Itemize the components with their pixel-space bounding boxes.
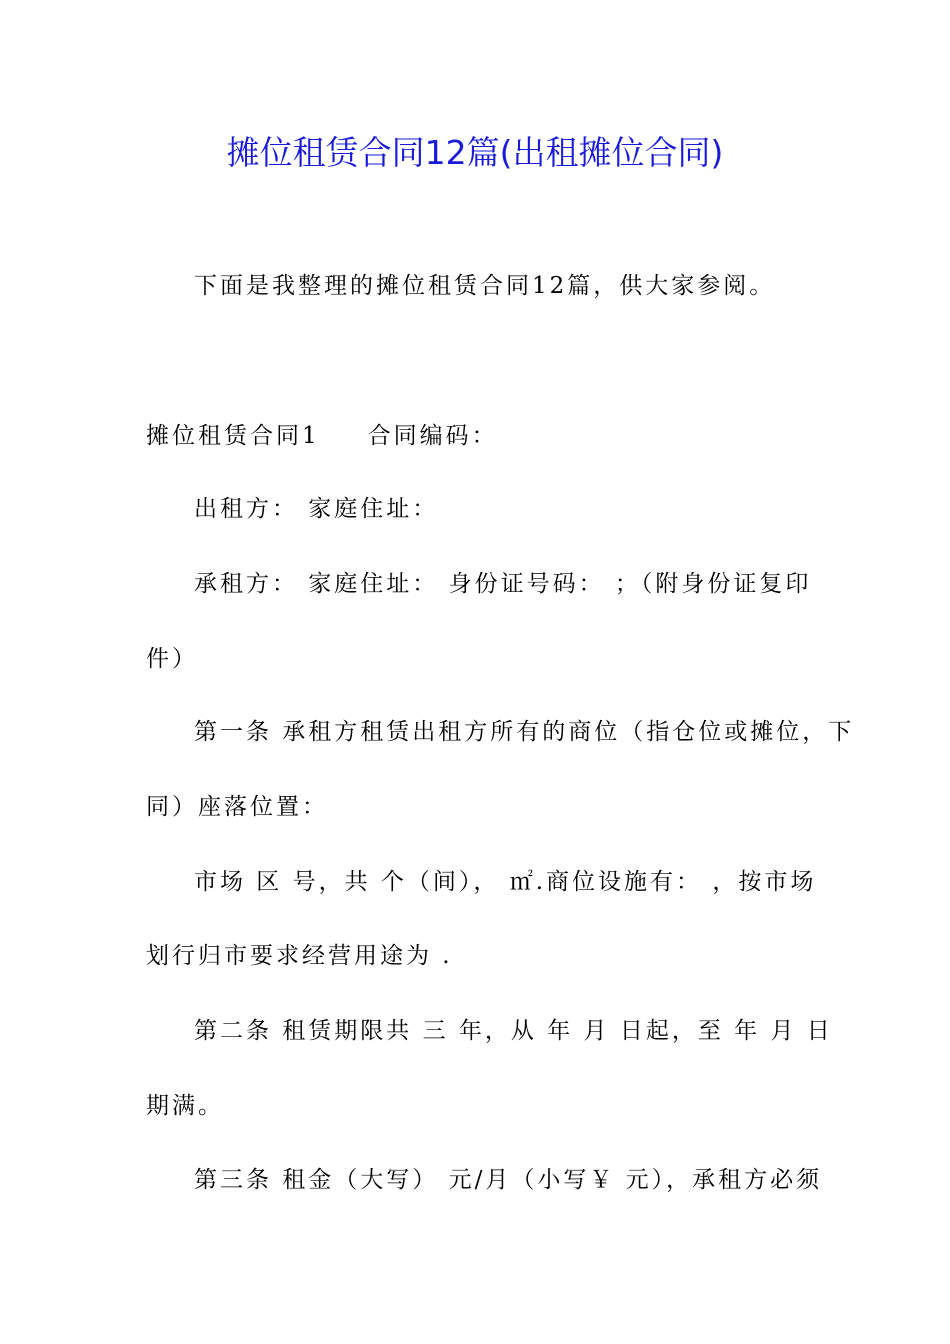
lessee-line-2: 件）	[146, 646, 198, 672]
article-1-line-4: 划行归市要求经营用途为 .	[146, 943, 453, 969]
lessor-line: 出租方： 家庭住址：	[194, 496, 439, 522]
article-1-line-3: 市场 区 号，共 个（间）， ㎡.商位设施有： ，按市场	[194, 869, 817, 895]
article-2-line-2: 期满。	[146, 1093, 224, 1119]
article-2-line-1: 第二条 租赁期限共 三 年，从 年 月 日起，至 年 月 日	[194, 1018, 833, 1044]
article-1-line-2: 同）座落位置：	[146, 794, 328, 820]
section-heading: 摊位租赁合同1	[146, 423, 320, 449]
article-1-line-1: 第一条 承租方租赁出租方所有的商位（指仓位或摊位，下	[194, 719, 855, 745]
section-heading-row	[146, 420, 806, 452]
contract-number-label: 合同编码：	[367, 423, 498, 449]
article-3-line-1: 第三条 租金（大写） 元/月（小写￥ 元），承租方必须	[194, 1167, 823, 1193]
document-title: 摊位租赁合同12篇(出租摊位合同)	[226, 133, 724, 172]
intro-paragraph: 下面是我整理的摊位租赁合同12篇，供大家参阅。	[194, 273, 776, 299]
lessee-line-1: 承租方： 家庭住址： 身份证号码： ；（附身份证复印	[194, 571, 812, 597]
